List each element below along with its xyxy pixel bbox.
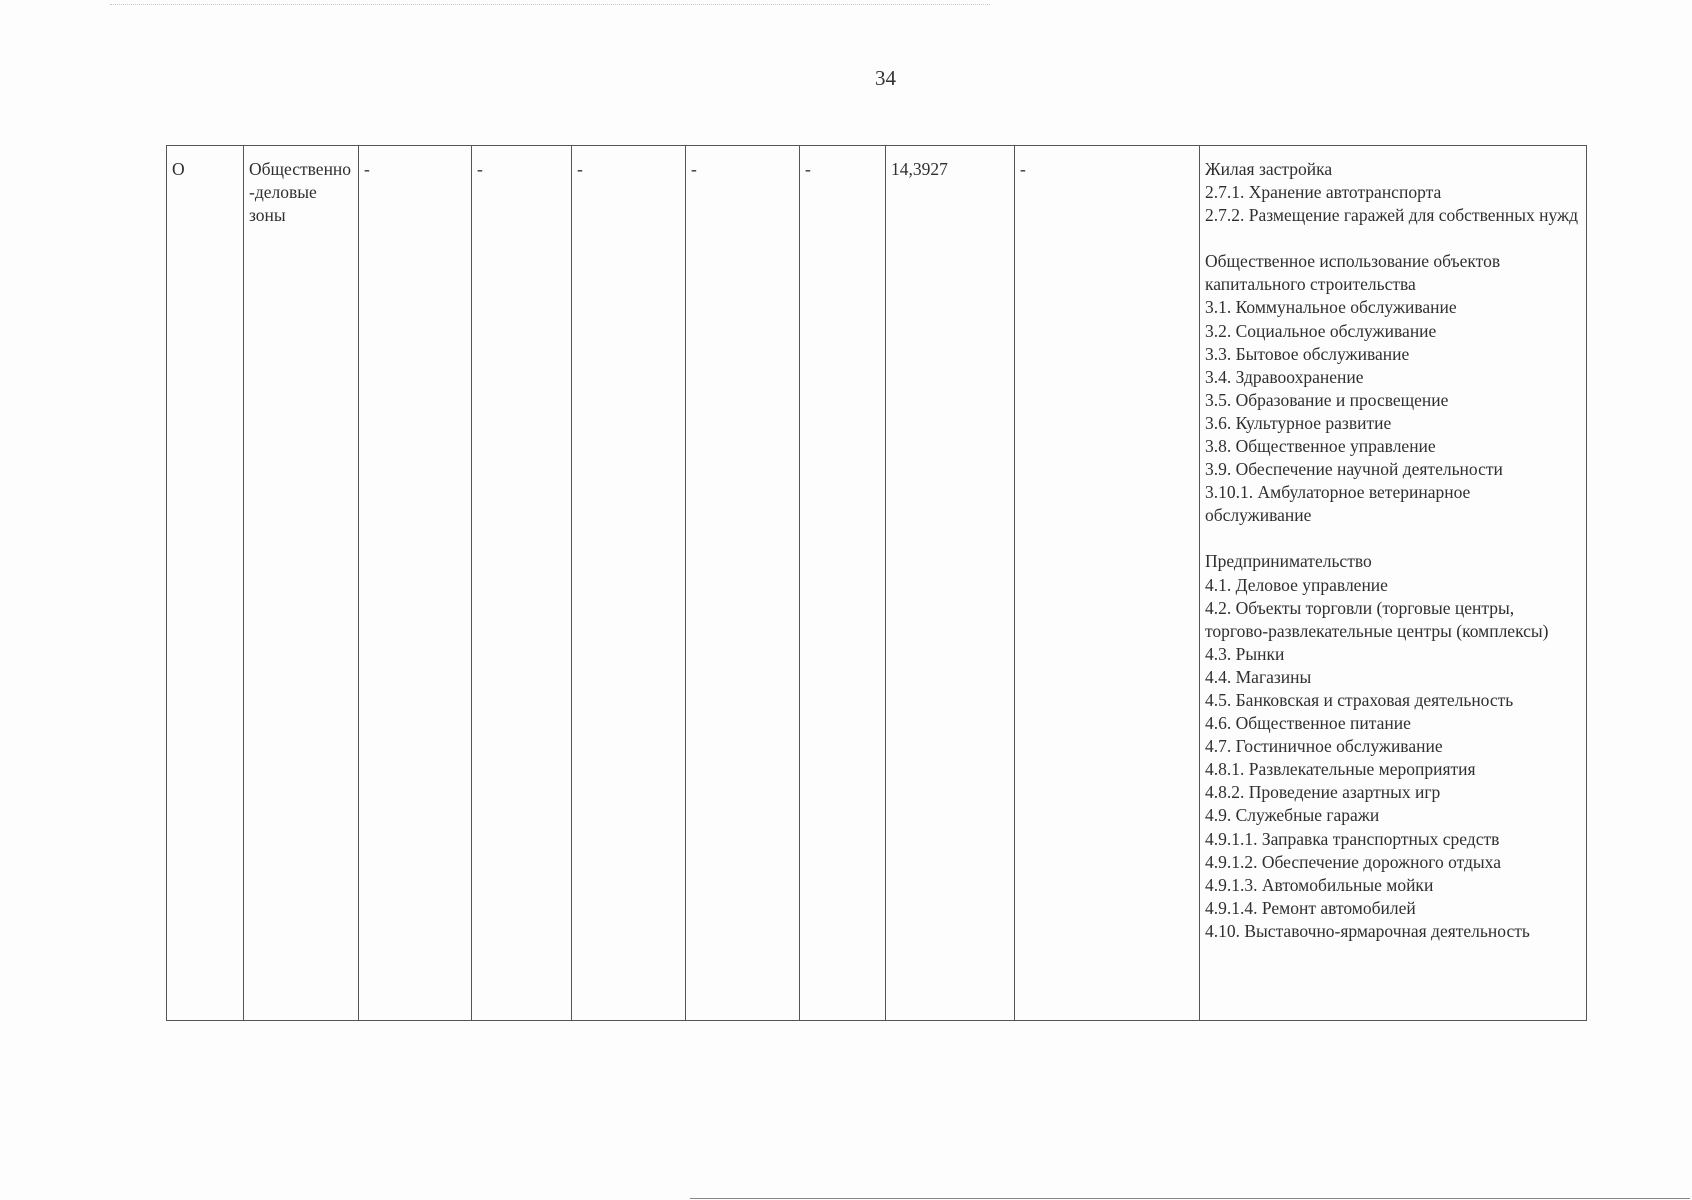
permitted-use-item: 3.9. Обеспечение научной деятельности [1205, 459, 1503, 480]
zone-code-cell: О [167, 146, 244, 1021]
permitted-uses-group [1205, 158, 1581, 227]
permitted-use-item: 4.9.1.3. Автомобильные мойки [1205, 874, 1434, 895]
permitted-use-item: 4.1. Деловое управление [1205, 574, 1388, 595]
permitted-use-item: 3.4. Здравоохранение [1205, 366, 1364, 387]
permitted-uses-list [1205, 158, 1581, 943]
param-cell: - [472, 146, 572, 1021]
param-cell: - [572, 146, 686, 1021]
zones-table [166, 145, 1587, 1021]
permitted-uses-cell [1200, 146, 1587, 1021]
permitted-use-item: 3.8. Общественное управление [1205, 436, 1436, 457]
permitted-use-item: 4.8.2. Проведение азартных игр [1205, 782, 1441, 803]
param-cell: - [359, 146, 472, 1021]
permitted-uses-group-title: Предпринимательство [1205, 551, 1372, 572]
permitted-use-item: 4.4. Магазины [1205, 666, 1312, 687]
permitted-uses-group-title: Общественное использование объектов капитального строительства [1205, 251, 1501, 295]
permitted-use-item: 4.3. Рынки [1205, 643, 1285, 664]
permitted-use-item: 4.8.1. Развлекательные мероприятия [1205, 759, 1476, 780]
param-cell: - [686, 146, 800, 1021]
permitted-uses-group-title: Жилая застройка [1205, 159, 1333, 179]
permitted-use-item: 4.6. Общественное питание [1205, 713, 1411, 734]
permitted-use-item: 4.9.1.1. Заправка транспортных средств [1205, 828, 1500, 849]
permitted-use-item: 3.3. Бытовое обслуживание [1205, 343, 1410, 364]
page-number: 34 [875, 66, 896, 90]
permitted-uses-group [1205, 550, 1581, 943]
permitted-use-item: 3.10.1. Амбулаторное ветеринарное обслуживание [1205, 482, 1471, 526]
param-cell: - [800, 146, 886, 1021]
param-cell: - [1015, 146, 1200, 1021]
zone-name-cell: Общественно-деловые зоны [244, 146, 359, 1021]
scan-artifact-line [690, 1198, 1690, 1199]
permitted-use-item: 4.9.1.2. Обеспечение дорожного отдыха [1205, 851, 1501, 872]
permitted-use-item: 4.9.1.4. Ремонт автомобилей [1205, 897, 1416, 918]
permitted-use-item: 3.6. Культурное развитие [1205, 412, 1392, 433]
permitted-use-item: 2.7.2. Размещение гаражей для собственных нужд [1205, 205, 1579, 226]
permitted-use-item: 3.2. Социальное обслуживание [1205, 320, 1437, 341]
area-cell: 14,3927 [886, 146, 1015, 1021]
permitted-use-item: 3.5. Образование и просвещение [1205, 389, 1449, 410]
permitted-use-item: 4.5. Банковская и страховая деятельность [1205, 689, 1514, 710]
permitted-use-item: 4.2. Объекты торговли (торговые центры, торгово-развлекательные центры (комплексы) [1205, 597, 1549, 641]
permitted-use-item: 4.10. Выставочно-ярмарочная деятельность [1205, 920, 1530, 941]
permitted-use-item: 4.7. Гостиничное обслуживание [1205, 736, 1443, 757]
scan-artifact [110, 4, 990, 6]
table-row [167, 146, 1587, 1021]
permitted-use-item: 2.7.1. Хранение автотранспорта [1205, 182, 1442, 203]
permitted-use-item: 3.1. Коммунальное обслуживание [1205, 297, 1457, 318]
permitted-uses-group [1205, 250, 1581, 527]
permitted-use-item: 4.9. Служебные гаражи [1205, 805, 1380, 826]
